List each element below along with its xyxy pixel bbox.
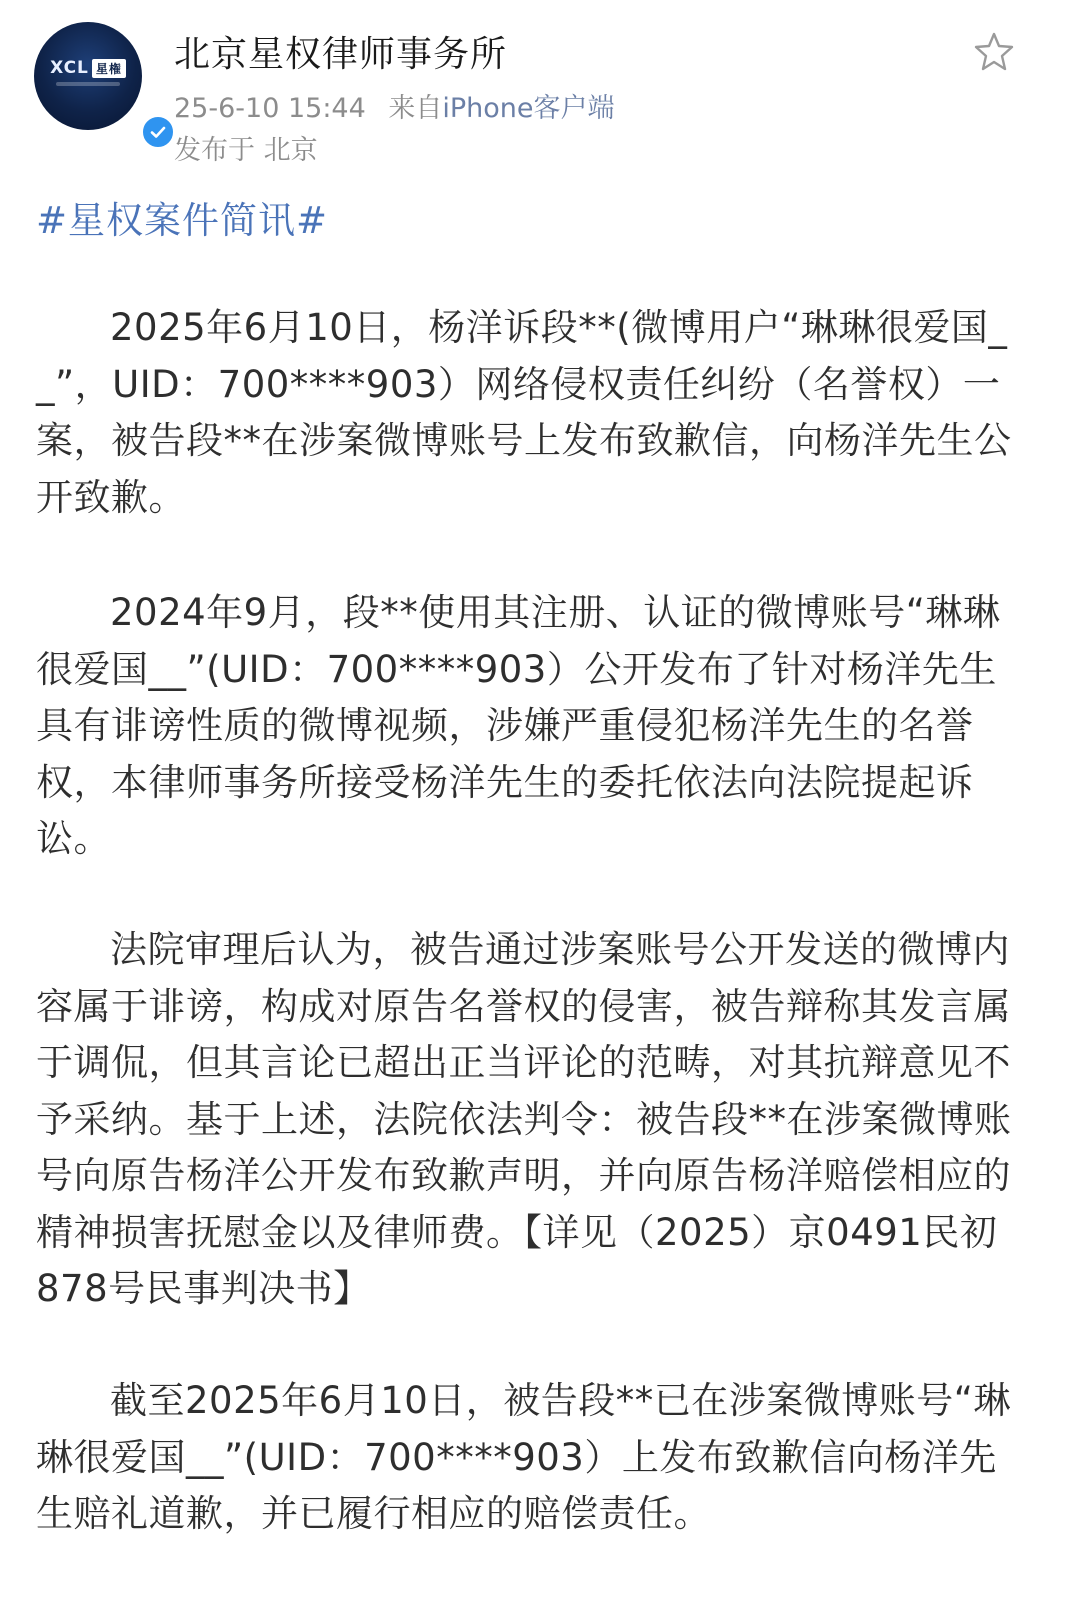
post-paragraph: 2025年6月10日，杨洋诉段**(微博用户“琳琳很爱国__”，UID：700****903）网络侵权责任纠纷（名誉权）一案，被告段**在涉案微博账号上发布致歉信，向杨洋先生公开致歉。 — [36, 306, 1012, 519]
post-meta — [174, 86, 615, 125]
source-prefix: 来自 — [388, 93, 443, 124]
post-paragraph: 2024年9月，段**使用其注册、认证的微博账号“琳琳很爱国__”(UID：700****903）公开发布了针对杨洋先生具有诽谤性质的微博视频，涉嫌严重侵犯杨洋先生的名誉权，本律师事务所接受杨洋先生的委托依法向法院提起诉讼。 — [36, 591, 1001, 860]
post-paragraph: 截至2025年6月10日，被告段**已在涉案微博账号“琳琳很爱国__”(UID：700****903）上发布致歉信向杨洋先生赔礼道歉，并已履行相应的赔偿责任。 — [36, 1379, 1011, 1535]
source-client: iPhone客户端 — [442, 93, 615, 124]
post-header — [0, 0, 1080, 180]
star-outline-icon[interactable] — [972, 30, 1016, 74]
avatar-image — [34, 22, 142, 130]
post-location: 发布于 北京 — [174, 135, 318, 166]
avatar[interactable] — [34, 22, 142, 130]
post-paragraph: 法院审理后认为，被告通过涉案账号公开发送的微博内容属于诽谤，构成对原告名誉权的侵害，被告辩称其发言属于调侃，但其言论已超出正当评论的范畴，对其抗辩意见不予采纳。基于上述，法院依法判令：被告段**在涉案微博账号向原告杨洋公开发布致歉声明，并向原告杨洋赔偿相应的精神损害抚慰金以及律师费。【详见（2025）京0491民初878号民事判决书】 — [36, 928, 1012, 1310]
avatar-subline — [56, 82, 120, 86]
avatar-logo — [48, 58, 128, 78]
post-timestamp: 25-6-10 15:44 — [174, 93, 366, 124]
account-name[interactable]: 北京星权律师事务所 — [174, 34, 508, 75]
verified-badge-icon — [140, 114, 176, 150]
topic-hashtag-link[interactable]: #星权案件简讯# — [36, 199, 329, 242]
avatar-logo-box: 星権 — [92, 59, 126, 78]
avatar-logo-text: XCL — [50, 58, 89, 78]
